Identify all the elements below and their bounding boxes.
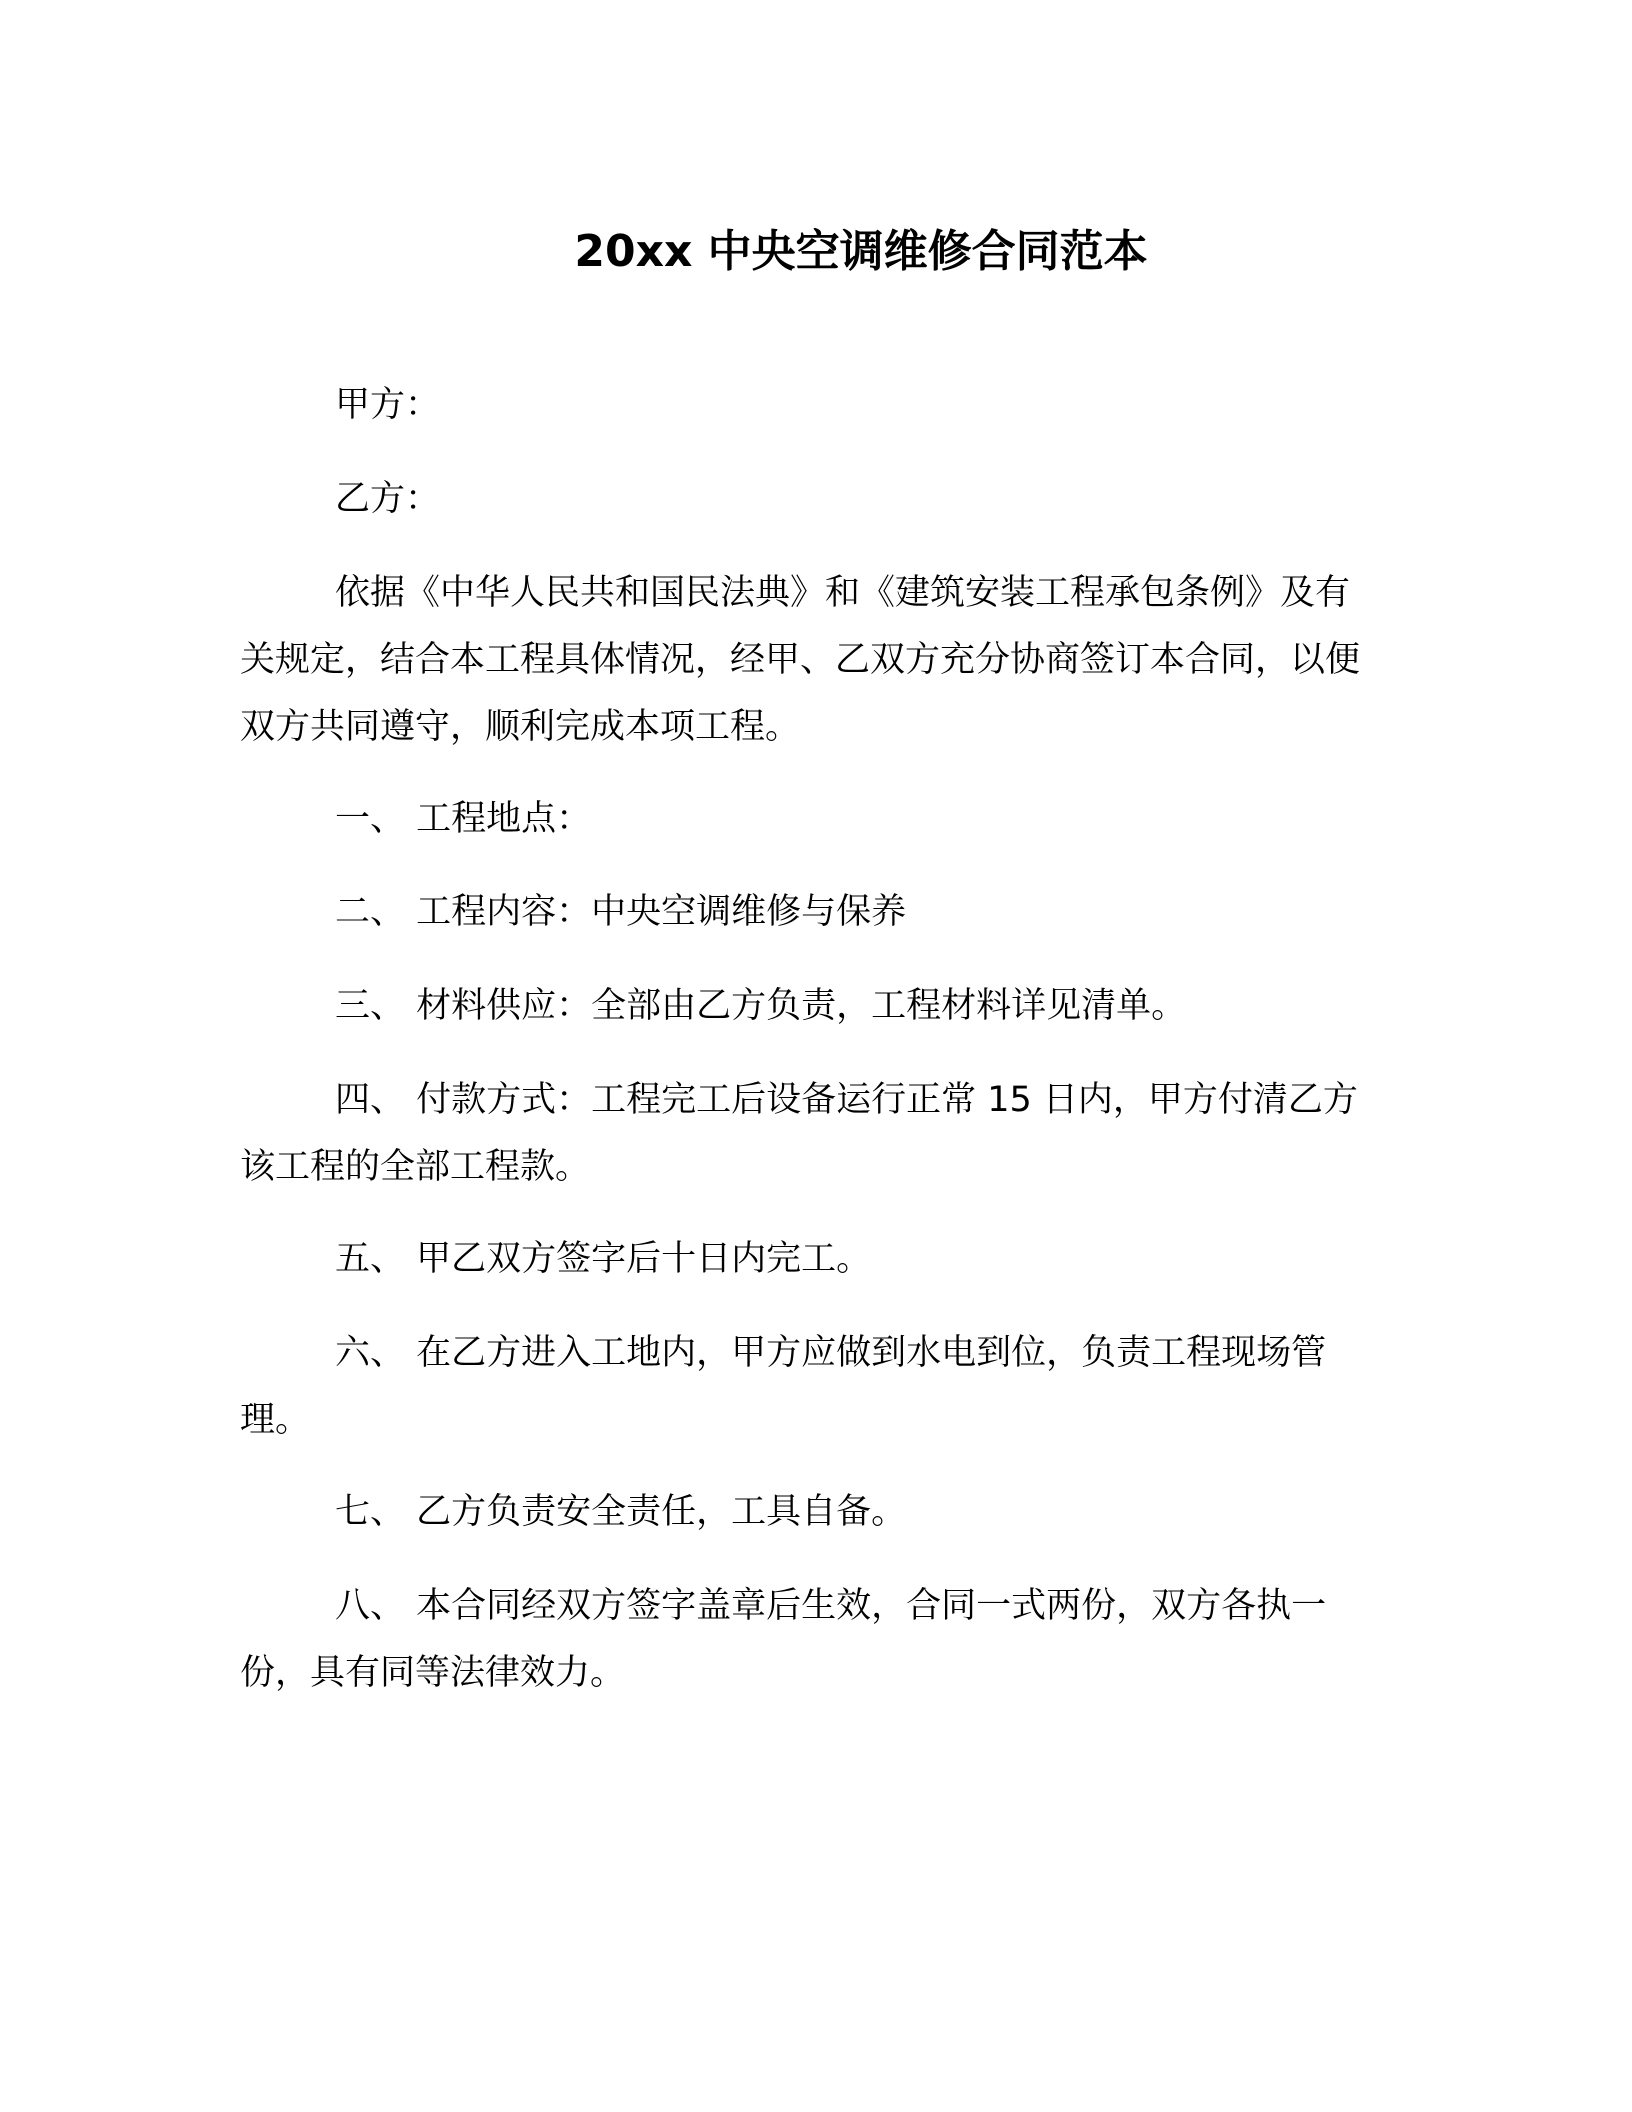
intro-paragraph: 依据《中华人民共和国民法典》和《建筑安装工程承包条例》及有关规定，结合本工程具体情况，经甲、乙双方充分协商签订本合同，以便双方共同遵守，顺利完成本项工程。	[240, 573, 1361, 747]
clause-1: 一、 工程地点：	[335, 799, 592, 839]
party-b-line: 乙方：	[335, 479, 441, 519]
clause-6: 六、 在乙方进入工地内，甲方应做到水电到位，负责工程现场管理。	[240, 1333, 1327, 1440]
document-title: 20xx 中央空调维修合同范本	[574, 226, 1148, 277]
clause-2: 二、 工程内容：中央空调维修与保养	[335, 892, 907, 932]
clause-7: 七、 乙方负责安全责任，工具自备。	[335, 1492, 907, 1532]
party-a-line: 甲方：	[335, 385, 441, 425]
clause-8: 八、 本合同经双方签字盖章后生效，合同一式两份，双方各执一份，具有同等法律效力。	[240, 1586, 1327, 1693]
clause-3: 三、 材料供应：全部由乙方负责，工程材料详见清单。	[335, 986, 1187, 1026]
clause-4: 四、 付款方式：工程完工后设备运行正常 15 日内，甲方付清乙方该工程的全部工程款。	[240, 1080, 1358, 1187]
clause-5: 五、 甲乙双方签字后十日内完工。	[335, 1239, 872, 1279]
